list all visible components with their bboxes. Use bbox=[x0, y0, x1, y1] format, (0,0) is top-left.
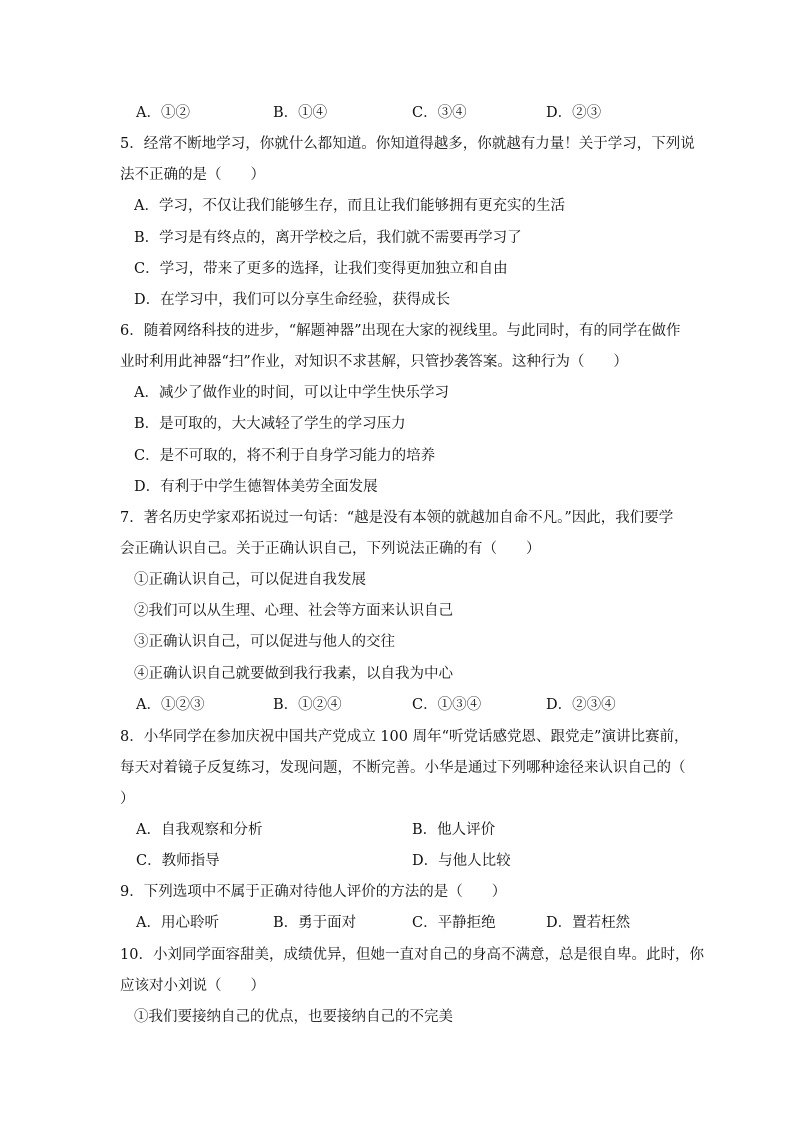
q9-option-c: C．平静拒绝 bbox=[412, 915, 496, 931]
q5-option-b: B．学习是有终点的，离开学校之后，我们就不需要再学习了 bbox=[134, 230, 522, 246]
q7-option-d: D．②③④ bbox=[546, 697, 616, 713]
q10-item-1: ①我们要接纳自己的优点，也要接纳自己的不完美 bbox=[134, 1009, 453, 1025]
q6-option-d: D．有利于中学生德智体美劳全面发展 bbox=[134, 479, 378, 495]
q7-option-c: C．①③④ bbox=[412, 697, 482, 713]
q6-option-a: A．减少了做作业的时间，可以让中学生快乐学习 bbox=[134, 385, 449, 401]
q4-option-b: B．①④ bbox=[273, 105, 328, 121]
q6-option-c: C．是不可取的，将不利于自身学习能力的培养 bbox=[134, 448, 436, 464]
q5-option-c: C．学习，带来了更多的选择，让我们变得更加独立和自由 bbox=[134, 261, 508, 277]
q8-option-d: D．与他人比较 bbox=[412, 853, 511, 869]
q5-option-a: A．学习，不仅让我们能够生存，而且让我们能够拥有更充实的生活 bbox=[134, 198, 565, 214]
q6-stem-line1: 6．随着网络科技的进步，“解题神器”出现在大家的视线里。与此同时，有的同学在做作 bbox=[120, 323, 681, 339]
q9-option-d: D．置若枉然 bbox=[546, 915, 631, 931]
q6-stem-line2: 业时利用此神器“扫”作业，对知识不求甚解，只管抄袭答案。这种行为（ ） bbox=[120, 354, 628, 370]
q7-item-3: ③正确认识自己，可以促进与他人的交往 bbox=[134, 634, 395, 650]
q4-option-a: A．①② bbox=[136, 105, 190, 121]
q5-stem-line1: 5．经常不断地学习，你就什么都知道。你知道得越多，你就越有力量！关于学习，下列说 bbox=[120, 136, 695, 152]
q9-option-a: A．用心聆听 bbox=[136, 915, 219, 931]
q7-item-4: ④正确认识自己就要做到我行我素，以自我为中心 bbox=[134, 666, 453, 682]
q8-option-a: A．自我观察和分析 bbox=[136, 822, 263, 838]
q6-option-b: B．是可取的，大大减轻了学生的学习压力 bbox=[134, 416, 406, 432]
q10-stem-line2: 应该对小刘说（ ） bbox=[120, 978, 265, 994]
q10-stem-line1: 10．小刘同学面容甜美，成绩优异，但她一直对自己的身高不满意，总是很自卑。此时，你 bbox=[120, 947, 704, 963]
q4-option-c: C．③④ bbox=[412, 105, 467, 121]
q9-option-b: B．勇于面对 bbox=[273, 915, 357, 931]
q8-stem-line1: 8．小华同学在参加庆祝中国共产党成立 100 周年“听党话感党恩、跟党走”演讲比赛前， bbox=[120, 729, 689, 745]
q5-stem-line2: 法不正确的是（ ） bbox=[120, 167, 265, 183]
q5-option-d: D．在学习中，我们可以分享生命经验，获得成长 bbox=[134, 292, 451, 308]
q7-option-b: B．①②④ bbox=[273, 697, 342, 713]
q7-stem-line1: 7．著名历史学家邓拓说过一句话：“越是没有本领的就越加自命不凡。”因此，我们要学 bbox=[120, 510, 674, 526]
q8-stem-line3: ） bbox=[120, 791, 135, 807]
q8-option-b: B．他人评价 bbox=[412, 822, 496, 838]
q4-option-d: D．②③ bbox=[546, 105, 602, 121]
q7-item-2: ②我们可以从生理、心理、社会等方面来认识自己 bbox=[134, 603, 453, 619]
q8-stem-line2: 每天对着镜子反复练习，发现问题，不断完善。小华是通过下列哪种途径来认识自己的（ bbox=[120, 760, 686, 776]
q7-item-1: ①正确认识自己，可以促进自我发展 bbox=[134, 572, 366, 588]
q9-stem-line1: 9．下列选项中不属于正确对待他人评价的方法的是（ ） bbox=[120, 884, 507, 900]
q7-option-a: A．①②③ bbox=[136, 697, 205, 713]
q8-option-c: C．教师指导 bbox=[136, 853, 220, 869]
q7-stem-line2: 会正确认识自己。关于正确认识自己，下列说法正确的有（ ） bbox=[120, 541, 541, 557]
